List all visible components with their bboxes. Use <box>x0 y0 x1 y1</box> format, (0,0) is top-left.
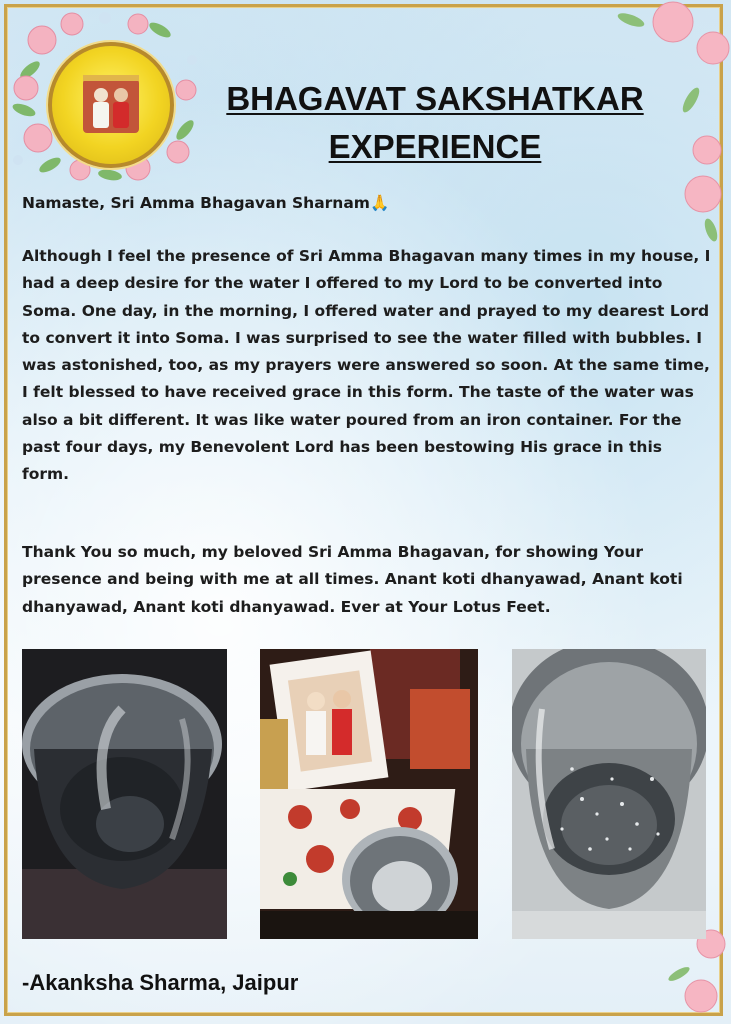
experience-paragraph: Although I feel the presence of Sri Amma Bhagavan many times in my house, I had a deep desire for the water I offered to my Lord to be converted into Soma. One day, in the morning, I offered water and prayed to my dearest Lord to convert it into Soma. I was surprised to see the water filled with bubbles. I was astonished, too, as my prayers were answered so soon. At the same time, I felt blessed to have received grace in this form. The taste of the water was also a bit different. It was like water poured from an iron container. For the past four days, my Benevolent Lord has been bestowing His grace in this form. <box>22 247 711 484</box>
page-title-line1: BHAGAVAT SAKSHATKAR <box>226 80 644 117</box>
water-bubbles-photo <box>512 649 706 939</box>
page-title-line2: EXPERIENCE <box>328 128 542 165</box>
greeting-text <box>22 194 712 212</box>
water-glass-photo-1 <box>22 649 227 939</box>
author-signature: -Akanksha Sharma, Jaipur <box>22 970 299 995</box>
altar-photo <box>260 649 478 939</box>
folded-hands-icon: 🙏 <box>369 194 390 212</box>
gratitude-paragraph: Thank You so much, my beloved Sri Amma Bhagavan, for showing Your presence and being with me at all times. Anant koti dhanyawad, Anant koti dhanyawad, Anant koti dhanyawad. Ever at Your Lotus Feet. <box>22 543 683 616</box>
greeting-label: Namaste, Sri Amma Bhagavan Sharnam <box>22 194 370 212</box>
divine-couple-emblem-icon <box>48 42 174 168</box>
floral-corner-decoration <box>601 0 731 250</box>
